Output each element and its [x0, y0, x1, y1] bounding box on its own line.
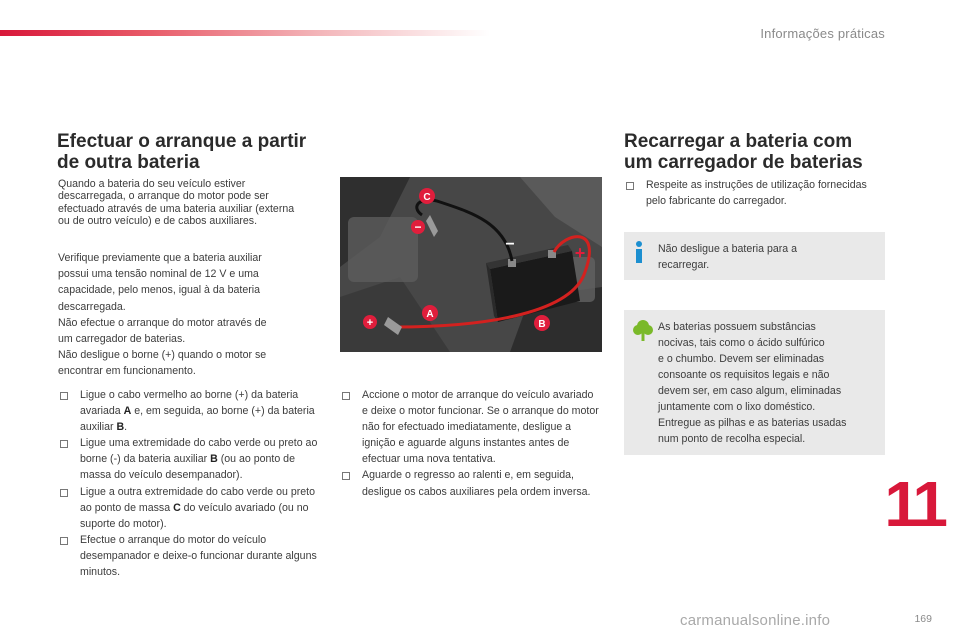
- check-line: Não efectue o arranque do motor através de: [58, 316, 267, 329]
- right-heading: [624, 131, 904, 173]
- label-c: C: [423, 192, 431, 203]
- left-steps-list: [58, 387, 320, 580]
- step-item: Ligue a outra extremidade do cabo verde ou preto ao ponto de massa C do veículo avariado (ou no suporte do motor).: [58, 484, 320, 532]
- battery-jump-photo: [340, 177, 602, 352]
- section-title: Informações práticas: [760, 26, 885, 41]
- eco-note-box: [624, 310, 885, 455]
- left-heading-line1: Efectuar o arranque a partir: [57, 131, 307, 152]
- step-item: Ligue uma extremidade do cabo verde ou preto ao borne (-) da bateria auxiliar B (ou ao ponto de massa do veículo desempanador).: [58, 435, 320, 483]
- tree-icon: [632, 318, 654, 342]
- minus-marker: −: [414, 220, 422, 234]
- battery-plus-sign: +: [574, 243, 586, 263]
- check-paragraph: [58, 250, 310, 380]
- check-line: capacidade, pelo menos, igual à da bateria: [58, 284, 261, 297]
- right-heading-line1: Recarregar a bateria com: [624, 131, 853, 152]
- right-steps-list: [624, 177, 880, 209]
- middle-steps-list: [340, 387, 602, 500]
- step-item: Respeite as instruções de utilização fornecidas pelo fabricante do carregador.: [624, 177, 880, 209]
- info-icon: [632, 240, 646, 264]
- left-heading-line2: de outra bateria: [57, 152, 200, 173]
- chapter-number: 11: [884, 468, 944, 540]
- left-heading: [57, 131, 337, 173]
- step-item: Ligue o cabo vermelho ao borne (+) da bateria avariada A e, em seguida, ao borne (+) da bateria auxiliar B.: [58, 387, 320, 435]
- info-note-box: [624, 232, 885, 280]
- battery-minus-sign: −: [505, 236, 515, 253]
- eco-note-text: As baterias possuem substâncias nocivas, tais como o ácido sulfúrico e o chumbo. Devem ser eliminadas consoante os requisitos legais e não devem ser, em caso algum, eliminadas juntamente com o lixo doméstico. Entregue as pilhas e as baterias usadas num ponto de recolha especial.: [658, 321, 847, 445]
- step-item: Accione o motor de arranque do veículo avariado e deixe o motor funcionar. Se o arranque do motor não for efectuado imediatamente, desligue a ignição e aguarde alguns instantes antes de efectuar uma nova tentativa.: [340, 387, 602, 467]
- intro-paragraph: Quando a bateria do seu veículo estiver descarregada, o arranque do motor pode ser efectuado através de uma bateria auxiliar (externa ou de outro veículo) e de cabos auxiliares.: [58, 178, 295, 228]
- check-line: Não desligue o borne (+) quando o motor se: [58, 349, 267, 362]
- check-line: Verifique previamente que a bateria auxiliar: [58, 252, 262, 264]
- check-line: um carregador de baterias.: [58, 333, 186, 346]
- header-accent-bar: [0, 30, 490, 36]
- right-heading-line2: um carregador de baterias: [624, 152, 863, 173]
- info-note-text: Não desligue a bateria para a recarregar.: [658, 243, 797, 271]
- page-number: 169: [914, 613, 932, 625]
- step-item: Aguarde o regresso ao ralenti e, em seguida, desligue os cabos auxiliares pela ordem inversa.: [340, 467, 602, 499]
- plus-marker-left: +: [366, 317, 374, 329]
- check-line: descarregada.: [58, 300, 126, 313]
- battery-jump-illustration: [340, 177, 602, 352]
- watermark-text: carmanualsonline.info: [680, 612, 831, 629]
- check-line: possui uma tensão nominal de 12 V e uma: [58, 268, 259, 281]
- label-a: A: [426, 309, 434, 320]
- step-item: Efectue o arranque do motor do veículo desempanador e deixe-o funcionar durante alguns minutos.: [58, 532, 320, 580]
- label-b: B: [538, 319, 546, 330]
- check-line: encontrar em funcionamento.: [58, 365, 196, 378]
